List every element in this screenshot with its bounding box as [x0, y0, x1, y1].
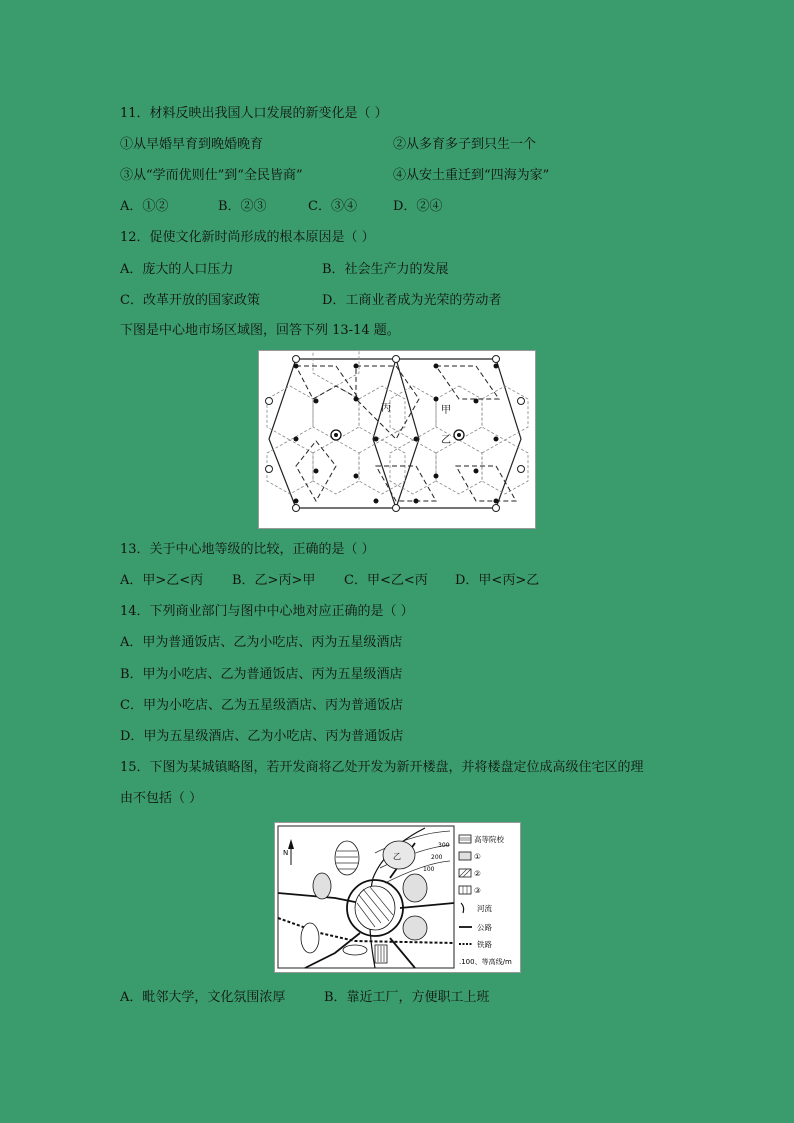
legend-road: 公路	[477, 923, 492, 932]
q11-option-1: ①从早婚早育到晚婚晚育	[120, 137, 264, 152]
legend-1: ①	[474, 852, 481, 861]
q11-choice-a: A．①②	[120, 199, 169, 214]
q13-stem: 13．关于中心地等级的比较，正确的是（ ）	[120, 542, 375, 557]
label-yi: 乙	[441, 435, 451, 446]
figure-intro: 下图是中心地市场区域图，回答下列 13-14 题。	[120, 323, 400, 338]
q14-stem: 14．下列商业部门与图中中心地对应正确的是（ ）	[120, 604, 414, 619]
contour-200: 200	[431, 854, 443, 861]
q11-option-3: ③从“学而优则仕”到“全民皆商”	[120, 168, 303, 183]
q15-choice-b: B．靠近工厂，方便职工上班	[324, 990, 490, 1005]
contour-300: 300	[438, 842, 450, 849]
contour-100: 100	[423, 866, 435, 873]
q11-option-2: ②从多育多子到只生一个	[393, 137, 537, 152]
central-place-figure	[258, 350, 536, 529]
label-jia: 甲	[441, 405, 451, 416]
q11-stem: 11．材料反映出我国人口发展的新变化是（ ）	[120, 106, 388, 121]
q12-choice-a: A．庞大的人口压力	[120, 262, 234, 277]
q11-option-4: ④从安土重迁到“四海为家”	[393, 168, 550, 183]
q12-choice-d: D．工商业者成为光荣的劳动者	[322, 293, 502, 308]
q14-choice-c: C．甲为小吃店、乙为五星级酒店、丙为普通饭店	[120, 698, 403, 713]
q12-choice-b: B．社会生产力的发展	[322, 262, 449, 277]
q13-choice-a: A．甲>乙<丙	[120, 573, 204, 588]
town-map	[275, 823, 520, 972]
legend-2: ②	[474, 869, 481, 878]
q11-choice-b: B．②③	[218, 199, 267, 214]
north-label: N	[283, 849, 289, 857]
q11-choice-d: D．②④	[393, 199, 443, 214]
legend-railway: 铁路	[477, 940, 492, 949]
legend-contour: .100、等高线/m	[459, 958, 512, 966]
central-place-diagram	[259, 351, 535, 528]
q15-stem-line2: 由不包括（ ）	[120, 791, 203, 806]
q13-choice-c: C．甲<乙<丙	[344, 573, 428, 588]
legend-river: 河流	[477, 904, 492, 913]
label-bing: 丙	[381, 403, 391, 414]
q12-choice-c: C．改革开放的国家政策	[120, 293, 260, 308]
q13-choice-b: B．乙>丙>甲	[232, 573, 316, 588]
q14-choice-b: B．甲为小吃店、乙为普通饭店、丙为五星级酒店	[120, 667, 403, 682]
map-label-yi: 乙	[393, 852, 401, 861]
q11-choice-c: C．③④	[308, 199, 357, 214]
legend-university: 高等院校	[474, 835, 504, 844]
legend-3: ③	[474, 886, 481, 895]
q15-stem-line1: 15．下图为某城镇略图，若开发商将乙处开发为新开楼盘，并将楼盘定位成高级住宅区的理	[120, 760, 644, 775]
town-map-figure	[274, 822, 521, 973]
q14-choice-a: A．甲为普通饭店、乙为小吃店、丙为五星级酒店	[120, 635, 403, 650]
q15-choice-a: A．毗邻大学，文化氛围浓厚	[120, 990, 286, 1005]
q13-choice-d: D．甲<丙>乙	[455, 573, 540, 588]
q14-choice-d: D．甲为五星级酒店、乙为小吃店、丙为普通饭店	[120, 729, 404, 744]
q12-stem: 12．促使文化新时尚形成的根本原因是（ ）	[120, 230, 375, 245]
